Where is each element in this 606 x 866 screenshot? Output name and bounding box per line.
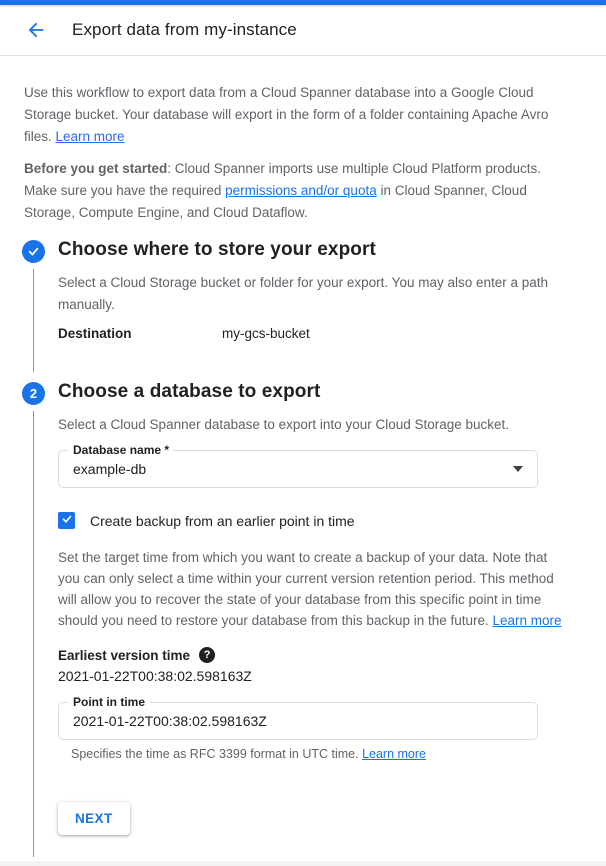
database-name-value: example-db bbox=[73, 461, 147, 477]
database-name-label: Database name * bbox=[68, 443, 174, 457]
step-2-body bbox=[58, 380, 570, 861]
destination-label: Destination bbox=[58, 326, 132, 341]
backup-checkbox[interactable] bbox=[58, 512, 75, 529]
earliest-version-time-label: Earliest version time bbox=[58, 647, 191, 663]
intro-text: Use this workflow to export data from a Cloud Spanner database into a Google Cloud Storage bucket. Your database will export in the form of a folder containing Apache Avro files. bbox=[24, 85, 549, 144]
step-1-description: Select a Cloud Storage bucket or folder for your export. You may also enter a path manually. bbox=[58, 275, 549, 312]
step-1 bbox=[22, 238, 570, 366]
step-1-badge bbox=[22, 240, 45, 263]
backup-checkbox-row bbox=[58, 512, 570, 529]
check-icon bbox=[27, 245, 40, 258]
step-1-rail bbox=[22, 238, 58, 366]
backup-learn-more-link[interactable]: Learn more bbox=[492, 613, 562, 628]
permissions-quota-link[interactable]: permissions and/or quota bbox=[225, 183, 377, 198]
step-2-title: Choose a database to export bbox=[58, 381, 321, 402]
backup-description bbox=[58, 547, 570, 631]
main-content bbox=[0, 56, 606, 861]
step-1-title: Choose where to store your export bbox=[58, 239, 376, 260]
point-in-time-input[interactable] bbox=[73, 713, 523, 729]
database-name-select[interactable] bbox=[58, 443, 538, 488]
intro-learn-more-link[interactable]: Learn more bbox=[55, 129, 125, 144]
bottom-strip bbox=[0, 861, 606, 866]
step-2-badge: 2 bbox=[22, 382, 45, 405]
back-button[interactable] bbox=[24, 18, 48, 42]
backup-description-text: Set the target time from which you want to create a backup of your data. Note that you can only select a time within your current version retention period. This method will allow you to recover the state of your database from this specific point in time should you need to restore your database from this backup in the future. bbox=[58, 550, 554, 628]
earliest-version-time-row bbox=[58, 647, 570, 663]
point-in-time-field bbox=[58, 695, 538, 740]
step-2-description: Select a Cloud Spanner database to export into your Cloud Storage bucket. bbox=[58, 417, 510, 432]
point-in-time-helper bbox=[71, 746, 570, 762]
destination-row bbox=[58, 324, 570, 344]
step-connector bbox=[33, 411, 34, 857]
checkbox-check-icon bbox=[61, 512, 73, 530]
point-in-time-label: Point in time bbox=[68, 695, 150, 709]
helper-text: Specifies the time as RFC 3399 format in UTC time. bbox=[71, 747, 363, 761]
before-you-start-text: : Cloud Spanner imports use multiple Cloud Platform products. Make sure you have the required bbox=[24, 161, 541, 198]
next-button[interactable]: NEXT bbox=[58, 802, 130, 835]
destination-value: my-gcs-bucket bbox=[222, 326, 310, 341]
step-1-body bbox=[58, 238, 570, 366]
header bbox=[0, 5, 606, 56]
before-you-start-tail: in Cloud Spanner, Cloud Storage, Compute Engine, and Cloud Dataflow. bbox=[24, 183, 527, 220]
before-you-start-bold: Before you get started bbox=[24, 161, 168, 176]
step-2-rail bbox=[22, 380, 58, 861]
intro-paragraph bbox=[24, 82, 569, 148]
before-you-start-paragraph bbox=[24, 158, 569, 224]
step-connector bbox=[33, 269, 34, 372]
step-2 bbox=[22, 380, 570, 861]
earliest-version-time-value: 2021-01-22T00:38:02.598163Z bbox=[58, 668, 252, 684]
helper-learn-more-link[interactable]: Learn more bbox=[362, 747, 427, 761]
backup-checkbox-label[interactable]: Create backup from an earlier point in time bbox=[90, 512, 355, 529]
help-icon[interactable]: ? bbox=[199, 647, 215, 663]
arrow-back-icon bbox=[25, 19, 47, 41]
page-title: Export data from my-instance bbox=[72, 20, 297, 39]
caret-down-icon bbox=[513, 466, 523, 472]
